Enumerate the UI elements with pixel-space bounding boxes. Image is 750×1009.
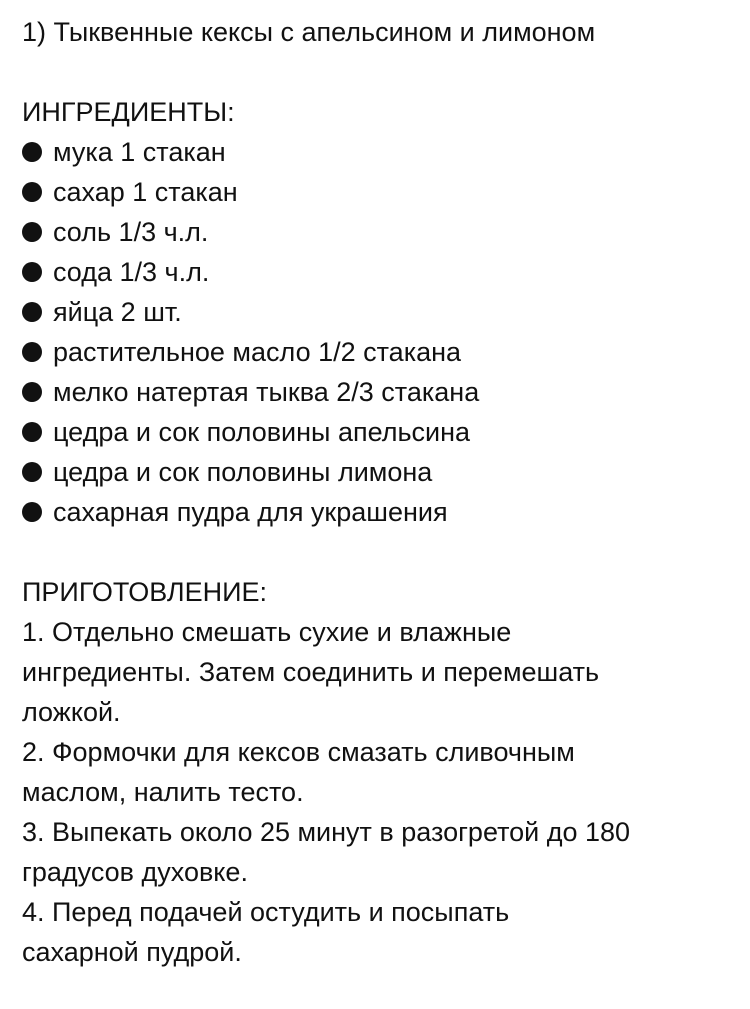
bullet-icon — [22, 502, 42, 522]
ingredient-item — [22, 492, 737, 532]
bullet-icon — [22, 342, 42, 362]
bullet-icon — [22, 182, 42, 202]
step-2-line-2: маслом, налить тесто. — [22, 777, 304, 807]
step-1-line-1: 1. Отдельно смешать сухие и влажные — [22, 617, 512, 647]
bullet-icon — [22, 302, 42, 322]
step-3-line-1: 3. Выпекать около 25 минут в разогретой до 180 — [22, 817, 631, 847]
step-4-line-2: сахарной пудрой. — [22, 937, 242, 967]
bullet-icon — [22, 222, 42, 242]
bullet-icon — [22, 382, 42, 402]
ingredient-item — [22, 292, 737, 332]
bullet-icon — [22, 262, 42, 282]
ingredient-text: соль 1/3 ч.л. — [53, 217, 209, 247]
ingredient-text: сахарная пудра для украшения — [53, 497, 448, 527]
ingredient-item — [22, 252, 737, 292]
ingredient-text: сода 1/3 ч.л. — [53, 257, 210, 287]
ingredient-item — [22, 452, 737, 492]
ingredient-text: мелко натертая тыква 2/3 стакана — [53, 377, 480, 407]
ingredient-item — [22, 212, 737, 252]
preparation-heading: ПРИГОТОВЛЕНИЕ: — [22, 577, 268, 607]
ingredient-item — [22, 332, 737, 372]
ingredient-text: цедра и сок половины апельсина — [53, 417, 471, 447]
bullet-icon — [22, 462, 42, 482]
ingredient-text: цедра и сок половины лимона — [53, 457, 433, 487]
ingredient-text: яйца 2 шт. — [53, 297, 182, 327]
ingredient-text: мука 1 стакан — [53, 137, 226, 167]
ingredients-list — [22, 132, 737, 532]
step-1-line-3: ложкой. — [22, 697, 121, 727]
ingredient-item — [22, 412, 737, 452]
spacer — [22, 52, 737, 92]
preparation-steps — [22, 612, 737, 972]
ingredient-text: сахар 1 стакан — [53, 177, 238, 207]
ingredient-item — [22, 132, 737, 172]
bullet-icon — [22, 142, 42, 162]
ingredients-heading: ИНГРЕДИЕНТЫ: — [22, 97, 235, 127]
step-1-line-2: ингредиенты. Затем соединить и перемешать — [22, 657, 600, 687]
recipe-document — [22, 12, 737, 972]
step-2-line-1: 2. Формочки для кексов смазать сливочным — [22, 737, 575, 767]
step-4-line-1: 4. Перед подачей остудить и посыпать — [22, 897, 510, 927]
step-3-line-2: градусов духовке. — [22, 857, 248, 887]
ingredient-text: растительное масло 1/2 стакана — [53, 337, 462, 367]
spacer — [22, 532, 737, 572]
bullet-icon — [22, 422, 42, 442]
ingredient-item — [22, 172, 737, 212]
recipe-title: 1) Тыквенные кексы с апельсином и лимоном — [22, 17, 596, 47]
ingredient-item — [22, 372, 737, 412]
